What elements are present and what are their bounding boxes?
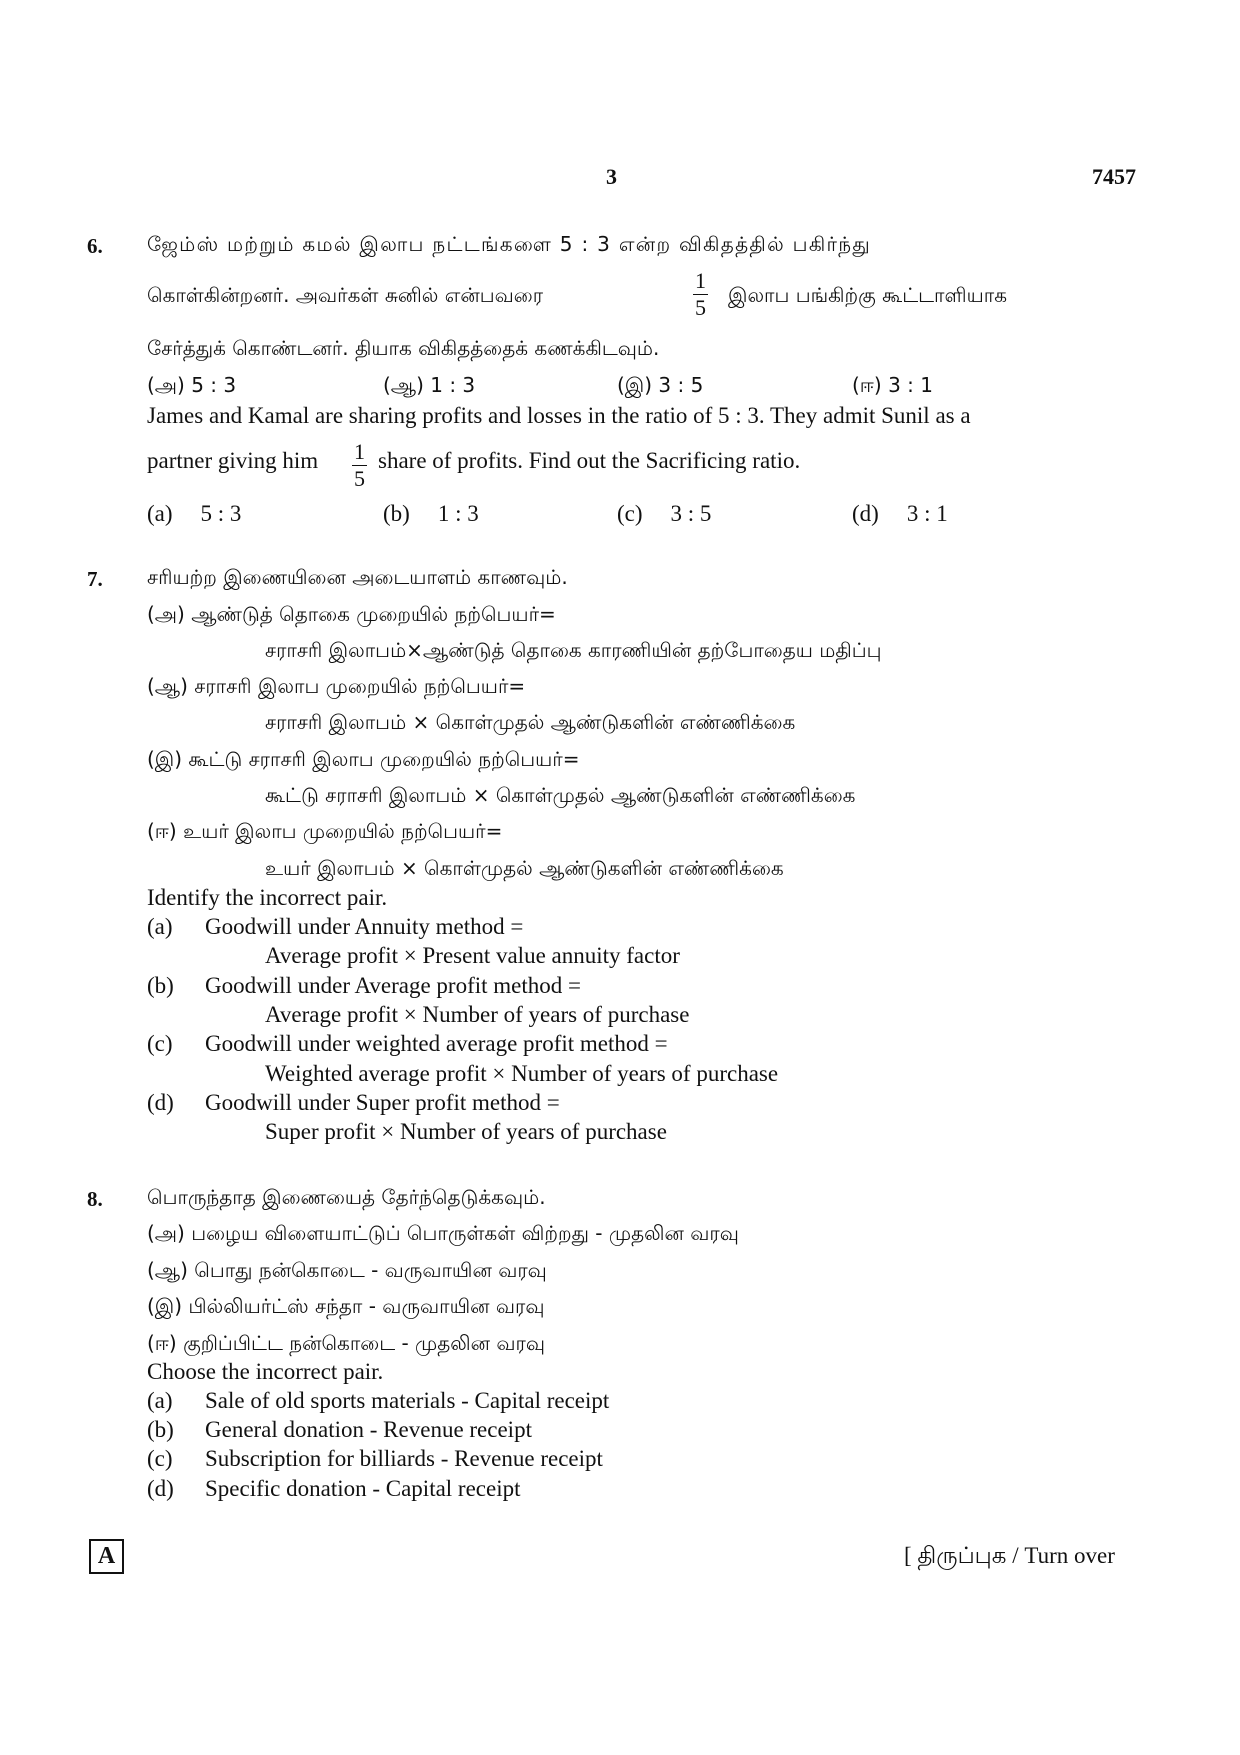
q7-tamil-item-b-detail: சராசரி இலாபம் × கொள்முதல் ஆண்டுகளின் எண்ணிக்கை [265,710,796,734]
q8-item-d-label: (d) [147,1476,174,1501]
q8-item-c-text: Subscription for billiards - Revenue receipt [205,1446,603,1471]
q6-english-fraction [352,439,367,492]
question-number-7: 7. [87,567,103,591]
q6-tamil-line-1: ஜேம்ஸ் மற்றும் கமல் இலாப நட்டங்களை 5 : 3 என்ற விகிதத்தில் பகிர்ந்து [147,232,872,256]
fraction-numerator: 1 [695,268,706,293]
fraction-numerator: 1 [354,439,365,464]
q6-option-d [852,501,948,527]
q7-tamil-item-a-detail: சராசரி இலாபம்×ஆண்டுத் தொகை காரணியின் தற்போதைய மதிப்பு [265,638,882,662]
page-number: 3 [606,164,617,189]
q8-tamil-question: பொருந்தாத இணையைத் தேர்ந்தெடுக்கவும். [147,1185,546,1209]
q7-item-a-head: Goodwill under Annuity method = [205,914,524,939]
q6-english-line-2b: share of profits. Find out the Sacrificing ratio. [378,448,801,473]
q7-tamil-item-c-head: (இ) கூட்டு சராசரி இலாப முறையில் நற்பெயர்= [147,747,580,771]
q7-item-d-head: Goodwill under Super profit method = [205,1090,560,1115]
q7-english-question: Identify the incorrect pair. [147,885,388,910]
q7-item-a-label: (a) [147,914,173,939]
q6-tamil-line-3: சேர்த்துக் கொண்டனர். தியாக விகிதத்தைக் கணக்கிடவும். [147,336,660,360]
option-label: (a) [147,501,173,526]
q8-english-question: Choose the incorrect pair. [147,1359,384,1384]
q6-tamil-line-2a: கொள்கின்றனர். அவர்கள் சுனில் என்பவரை [147,283,544,307]
q7-item-b-head: Goodwill under Average profit method = [205,973,581,998]
q8-item-c-label: (c) [147,1446,173,1471]
q7-tamil-item-b-head: (ஆ) சராசரி இலாப முறையில் நற்பெயர்= [147,674,526,698]
q6-tamil-line-2b: இலாப பங்கிற்கு கூட்டாளியாக [728,283,1008,307]
q6-tamil-option-a: (அ) 5 : 3 [147,373,237,397]
q7-item-b-label: (b) [147,973,174,998]
q7-item-d-label: (d) [147,1090,174,1115]
q8-tamil-item-d: (ஈ) குறிப்பிட்ட நன்கொடை - முதலின வரவு [147,1331,546,1355]
q6-english-line-1: James and Kamal are sharing profits and losses in the ratio of 5 : 3. They admit Sunil as a [147,403,971,428]
q8-item-b-text: General donation - Revenue receipt [205,1417,532,1442]
option-value: 1 : 3 [437,501,479,526]
paper-code: 7457 [1092,164,1136,189]
q7-item-a-detail: Average profit × Present value annuity factor [265,943,680,968]
fraction-denominator: 5 [354,466,365,491]
q8-tamil-item-c: (இ) பில்லியர்ட்ஸ் சந்தா - வருவாயின வரவு [147,1294,545,1318]
q7-tamil-item-d-detail: உயர் இலாபம் × கொள்முதல் ஆண்டுகளின் எண்ணிக்கை [265,856,784,880]
question-number-6: 6. [87,234,103,258]
q6-english-line-2a: partner giving him [147,448,319,473]
option-label: (b) [383,501,410,526]
option-label: (c) [617,501,643,526]
q6-tamil-fraction [693,268,708,321]
q7-item-c-head: Goodwill under weighted average profit method = [205,1031,668,1056]
option-value: 3 : 5 [670,501,712,526]
fraction-denominator: 5 [695,295,706,320]
option-value: 5 : 3 [200,501,242,526]
series-box: A [89,1539,124,1574]
q6-option-b [383,501,479,527]
q6-option-c [617,501,711,527]
option-label: (d) [852,501,879,526]
q8-tamil-item-a: (அ) பழைய விளையாட்டுப் பொருள்கள் விற்றது - முதலின வரவு [147,1221,739,1245]
q8-item-b-label: (b) [147,1417,174,1442]
q8-item-a-text: Sale of old sports materials - Capital receipt [205,1388,610,1413]
q6-tamil-option-d: (ஈ) 3 : 1 [852,373,933,397]
q7-item-c-label: (c) [147,1031,173,1056]
turn-over-text: [ திருப்புக / Turn over [904,1543,1115,1568]
q7-tamil-item-d-head: (ஈ) உயர் இலாப முறையில் நற்பெயர்= [147,819,503,843]
q6-tamil-option-c: (இ) 3 : 5 [617,373,704,397]
q7-item-b-detail: Average profit × Number of years of purchase [265,1002,690,1027]
q8-tamil-item-b: (ஆ) பொது நன்கொடை - வருவாயின வரவு [147,1258,547,1282]
q8-item-a-label: (a) [147,1388,173,1413]
q7-tamil-item-a-head: (அ) ஆண்டுத் தொகை முறையில் நற்பெயர்= [147,602,556,626]
q8-item-d-text: Specific donation - Capital receipt [205,1476,521,1501]
q7-item-d-detail: Super profit × Number of years of purchase [265,1119,667,1144]
q6-option-a [147,501,241,527]
question-number-8: 8. [87,1187,103,1211]
option-value: 3 : 1 [906,501,948,526]
q7-tamil-question: சரியற்ற இணையினை அடையாளம் காணவும். [147,565,568,589]
q6-tamil-option-b: (ஆ) 1 : 3 [383,373,476,397]
q7-tamil-item-c-detail: கூட்டு சராசரி இலாபம் × கொள்முதல் ஆண்டுகளின் எண்ணிக்கை [265,783,856,807]
q7-item-c-detail: Weighted average profit × Number of years of purchase [265,1061,779,1086]
